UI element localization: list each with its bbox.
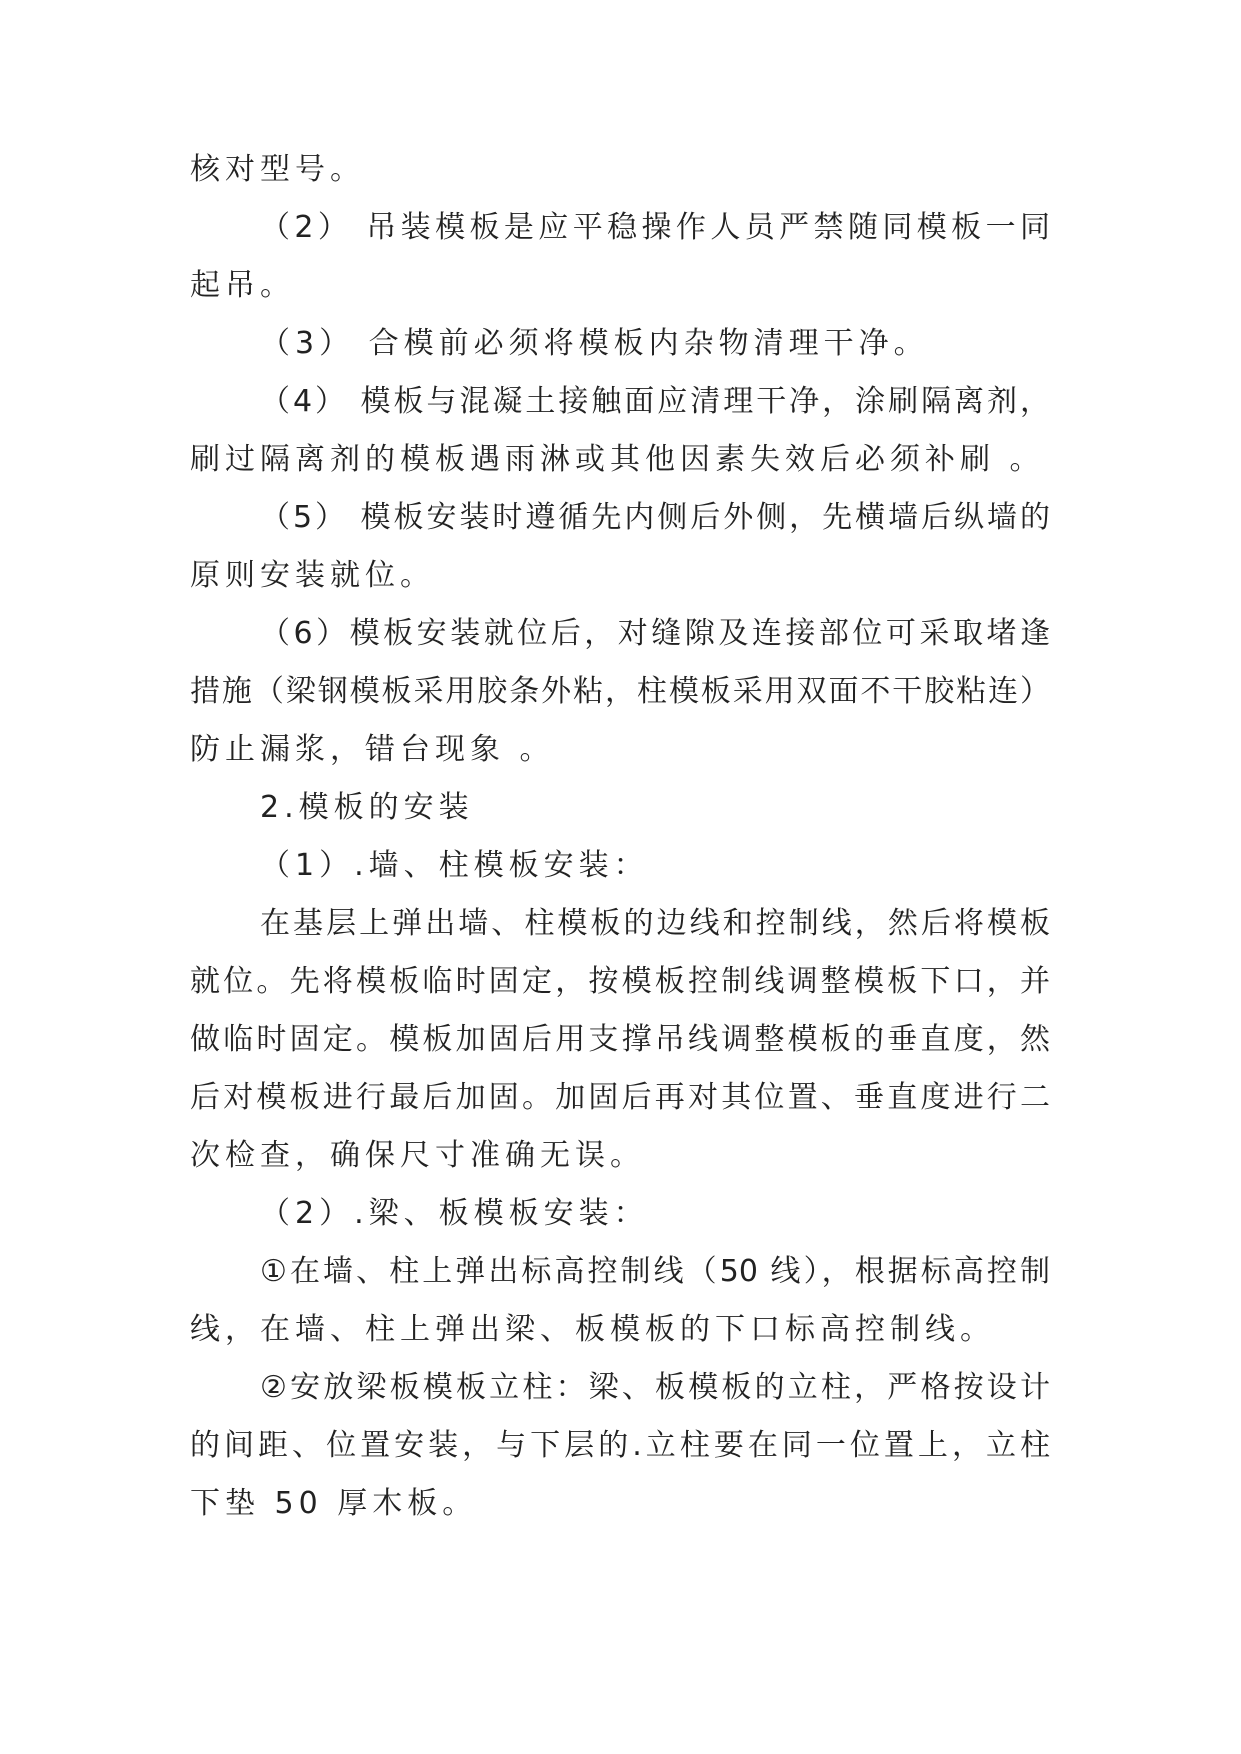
text-line-24: 下垫 50 厚木板。 xyxy=(190,1486,478,1521)
subsection-heading-1: （1）.墙、柱模板安装： xyxy=(260,848,649,883)
text-line-22: ②安放梁板模板立柱：梁、板模板的立柱，严格按设计 xyxy=(260,1370,1050,1405)
text-line-10: 措施（梁钢模板采用胶条外粘，柱模板采用双面不干胶粘连） xyxy=(190,674,1050,709)
text-line-14: 在基层上弹出墙、柱模板的边线和控制线，然后将模板 xyxy=(260,906,1050,941)
text-line-9: （6）模板安装就位后，对缝隙及连接部位可采取堵逢 xyxy=(260,616,1050,651)
text-line-4: （3） 合模前必须将模板内杂物清理干净。 xyxy=(260,326,929,361)
text-line-23: 的间距、位置安装，与下层的.立柱要在同一位置上，立柱 xyxy=(190,1428,1050,1463)
subsection-heading-2: （2）.梁、板模板安装： xyxy=(260,1196,649,1231)
text-line-20: ①在墙、柱上弹出标高控制线（50 线），根据标高控制 xyxy=(260,1254,1050,1289)
text-line-1: 核对型号。 xyxy=(190,152,365,187)
text-line-17: 后对模板进行最后加固。加固后再对其位置、垂直度进行二 xyxy=(190,1080,1050,1115)
text-line-16: 做临时固定。模板加固后用支撑吊线调整模板的垂直度，然 xyxy=(190,1022,1050,1057)
text-line-8: 原则安装就位。 xyxy=(190,558,435,593)
text-line-2: （2） 吊装模板是应平稳操作人员严禁随同模板一同 xyxy=(260,210,1050,245)
text-line-21: 线，在墙、柱上弹出梁、板模板的下口标高控制线。 xyxy=(190,1312,995,1347)
text-line-3: 起吊。 xyxy=(190,268,295,303)
text-line-18: 次检查，确保尺寸准确无误。 xyxy=(190,1138,645,1173)
section-heading: 2.模板的安装 xyxy=(260,790,474,825)
text-line-7: （5） 模板安装时遵循先内侧后外侧，先横墙后纵墙的 xyxy=(260,500,1050,535)
text-line-6: 刷过隔离剂的模板遇雨淋或其他因素失效后必须补刷 。 xyxy=(190,442,1045,477)
text-line-15: 就位。先将模板临时固定，按模板控制线调整模板下口，并 xyxy=(190,964,1050,999)
text-line-5: （4） 模板与混凝土接触面应清理干净，涂刷隔离剂， xyxy=(260,384,1050,419)
text-line-11: 防止漏浆，错台现象 。 xyxy=(190,732,555,767)
